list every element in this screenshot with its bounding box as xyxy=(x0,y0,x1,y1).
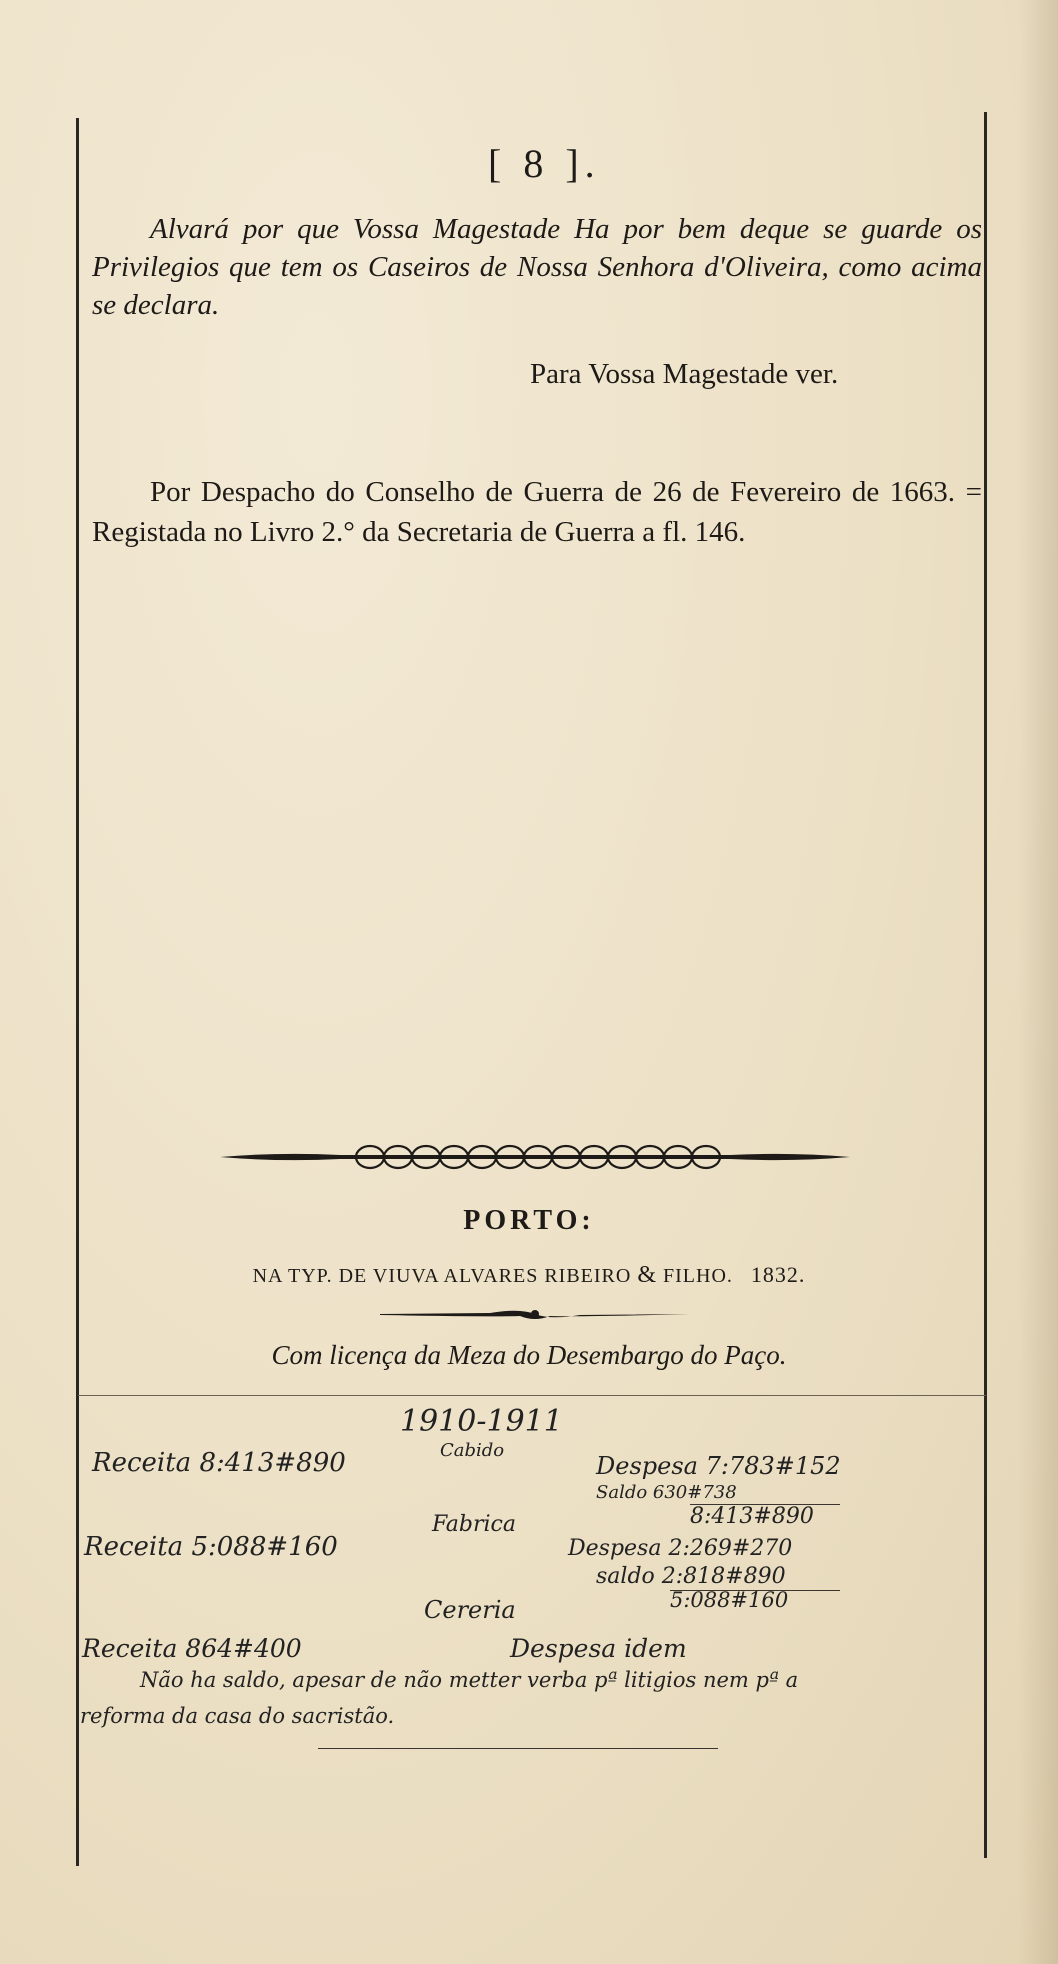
hw-cabido-total: 8:413#890 xyxy=(690,1504,814,1529)
hw-cera-label: Cereria xyxy=(424,1596,516,1624)
small-ornament-rule xyxy=(380,1304,690,1324)
hw-years: 1910-1911 xyxy=(400,1404,563,1439)
ornament-rule xyxy=(220,1140,850,1174)
imprint-printer-suffix: FILHO. xyxy=(663,1265,733,1287)
imprint-printer-prefix: NA TYP. DE VIUVA ALVARES RIBEIRO xyxy=(252,1265,632,1287)
hw-cabido-receita: Receita 8:413#890 xyxy=(92,1448,346,1478)
hw-cera-despesa: Despesa idem xyxy=(510,1634,687,1663)
hw-cabido-label: Cabido xyxy=(440,1440,505,1461)
hw-fabrica-label: Fabrica xyxy=(432,1512,516,1537)
alvara-paragraph: Alvará por que Vossa Magestade Ha por bem deque se guarde os Privilegios que tem os Caseiros de Nossa Senhora d'Oliveira, como acima se declara. xyxy=(92,213,982,321)
page-edge-shadow xyxy=(1018,0,1058,1964)
hw-note-line1: Não ha saldo, apesar de não metter verba pª litigios nem pª a xyxy=(140,1668,799,1692)
hw-note-line2: reforma da casa do sacristão. xyxy=(80,1704,395,1728)
hw-fabrica-despesa: Despesa 2:269#270 xyxy=(568,1536,793,1561)
licence-line: Com licença da Meza do Desembargo do Paço. xyxy=(271,1340,787,1370)
hw-cabido-saldo: Saldo 630#738 xyxy=(596,1482,737,1503)
hw-cera-receita: Receita 864#400 xyxy=(82,1634,302,1663)
despacho-paragraph: Por Despacho do Conselho de Guerra de 26 de Fevereiro de 1663. = Registada no Livro 2.° da Secretaria de Guerra a fl. 146. xyxy=(92,476,982,548)
hw-cabido-despesa: Despesa 7:783#152 xyxy=(596,1452,841,1480)
para-ver-line: Para Vossa Magestade ver. xyxy=(530,358,839,390)
hw-fabrica-total: 5:088#160 xyxy=(670,1588,789,1612)
imprint-printer xyxy=(0,1262,1058,1289)
page-number: [ 8 ]. xyxy=(488,141,601,186)
frame-right-rule xyxy=(984,112,987,1858)
imprint-city: PORTO: xyxy=(463,1205,595,1236)
handwriting-bottom-rule xyxy=(318,1748,718,1749)
hw-fabrica-saldo: saldo 2:818#890 xyxy=(596,1564,786,1589)
frame-left-rule xyxy=(76,118,79,1866)
hw-fabrica-receita: Receita 5:088#160 xyxy=(84,1532,338,1562)
handwriting-top-rule xyxy=(78,1395,986,1396)
imprint-ampersand: & xyxy=(637,1262,658,1288)
imprint-year: 1832. xyxy=(750,1262,806,1287)
